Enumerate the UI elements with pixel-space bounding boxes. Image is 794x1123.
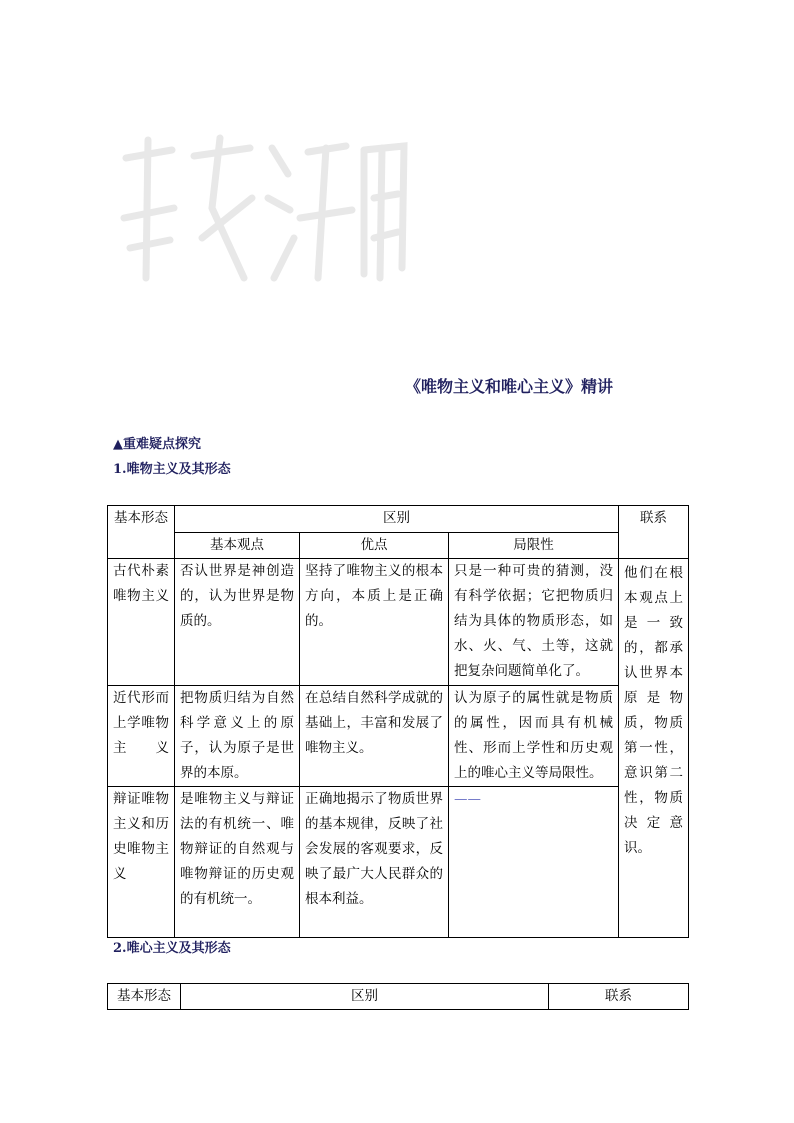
- row-limitation: 认为原子的属性就是物质的属性，因而具有机械性、形而上学性和历史观上的唯心主义等局限性。: [449, 686, 619, 787]
- header-merit: 优点: [300, 533, 449, 559]
- section-heading: ▲重难疑点探究: [113, 437, 201, 452]
- row-merit: 正确地揭示了物质世界的基本规律，反映了社会发展的客观要求，反映了最广大人民群众的根本利益。: [300, 787, 449, 938]
- document-title: 《唯物主义和唯心主义》精讲: [405, 377, 614, 396]
- table-row: [108, 559, 689, 686]
- row-limitation: 只是一种可贵的猜测，没有科学依据；它把物质归结为具体的物质形态，如水、火、气、土等，这就把复杂问题简单化了。: [449, 559, 619, 686]
- header-limitation: 局限性: [449, 533, 619, 559]
- watermark-logo: [112, 128, 412, 288]
- table-row: [108, 686, 689, 787]
- header-connection: 联系: [619, 506, 689, 559]
- row-limitation: ——: [449, 787, 619, 938]
- row-merit: 在总结自然科学成就的基础上，丰富和发展了唯物主义。: [300, 686, 449, 787]
- subheading-idealism: 2.唯心主义及其形态: [113, 941, 231, 956]
- row-form: 古代朴素唯物主义: [108, 559, 175, 686]
- header-difference: 区别: [181, 984, 549, 1010]
- connection-cell: 他们在根本观点上是一致的，都承认世界本原是物质，物质第一性，意识第二性，物质决定意识。: [619, 559, 689, 938]
- subheading-materialism: 1.唯物主义及其形态: [113, 462, 231, 477]
- row-merit: 坚持了唯物主义的根本方向，本质上是正确的。: [300, 559, 449, 686]
- header-basic-view: 基本观点: [175, 533, 300, 559]
- row-form: 辩证唯物主义和历史唯物主义: [108, 787, 175, 938]
- idealism-forms-table: [107, 983, 689, 1010]
- header-basic-form: 基本形态: [108, 506, 175, 559]
- materialism-forms-table: [107, 505, 689, 938]
- header-difference: 区别: [175, 506, 619, 533]
- table-row: [108, 787, 689, 938]
- row-basic-view: 否认世界是神创造的，认为世界是物质的。: [175, 559, 300, 686]
- header-connection: 联系: [549, 984, 689, 1010]
- row-basic-view: 把物质归结为自然科学意义上的原子，认为原子是世界的本原。: [175, 686, 300, 787]
- header-basic-form: 基本形态: [108, 984, 181, 1010]
- row-form: 近代形而上学唯物主义: [108, 686, 175, 787]
- row-basic-view: 是唯物主义与辩证法的有机统一、唯物辩证的自然观与唯物辩证的历史观的有机统一。: [175, 787, 300, 938]
